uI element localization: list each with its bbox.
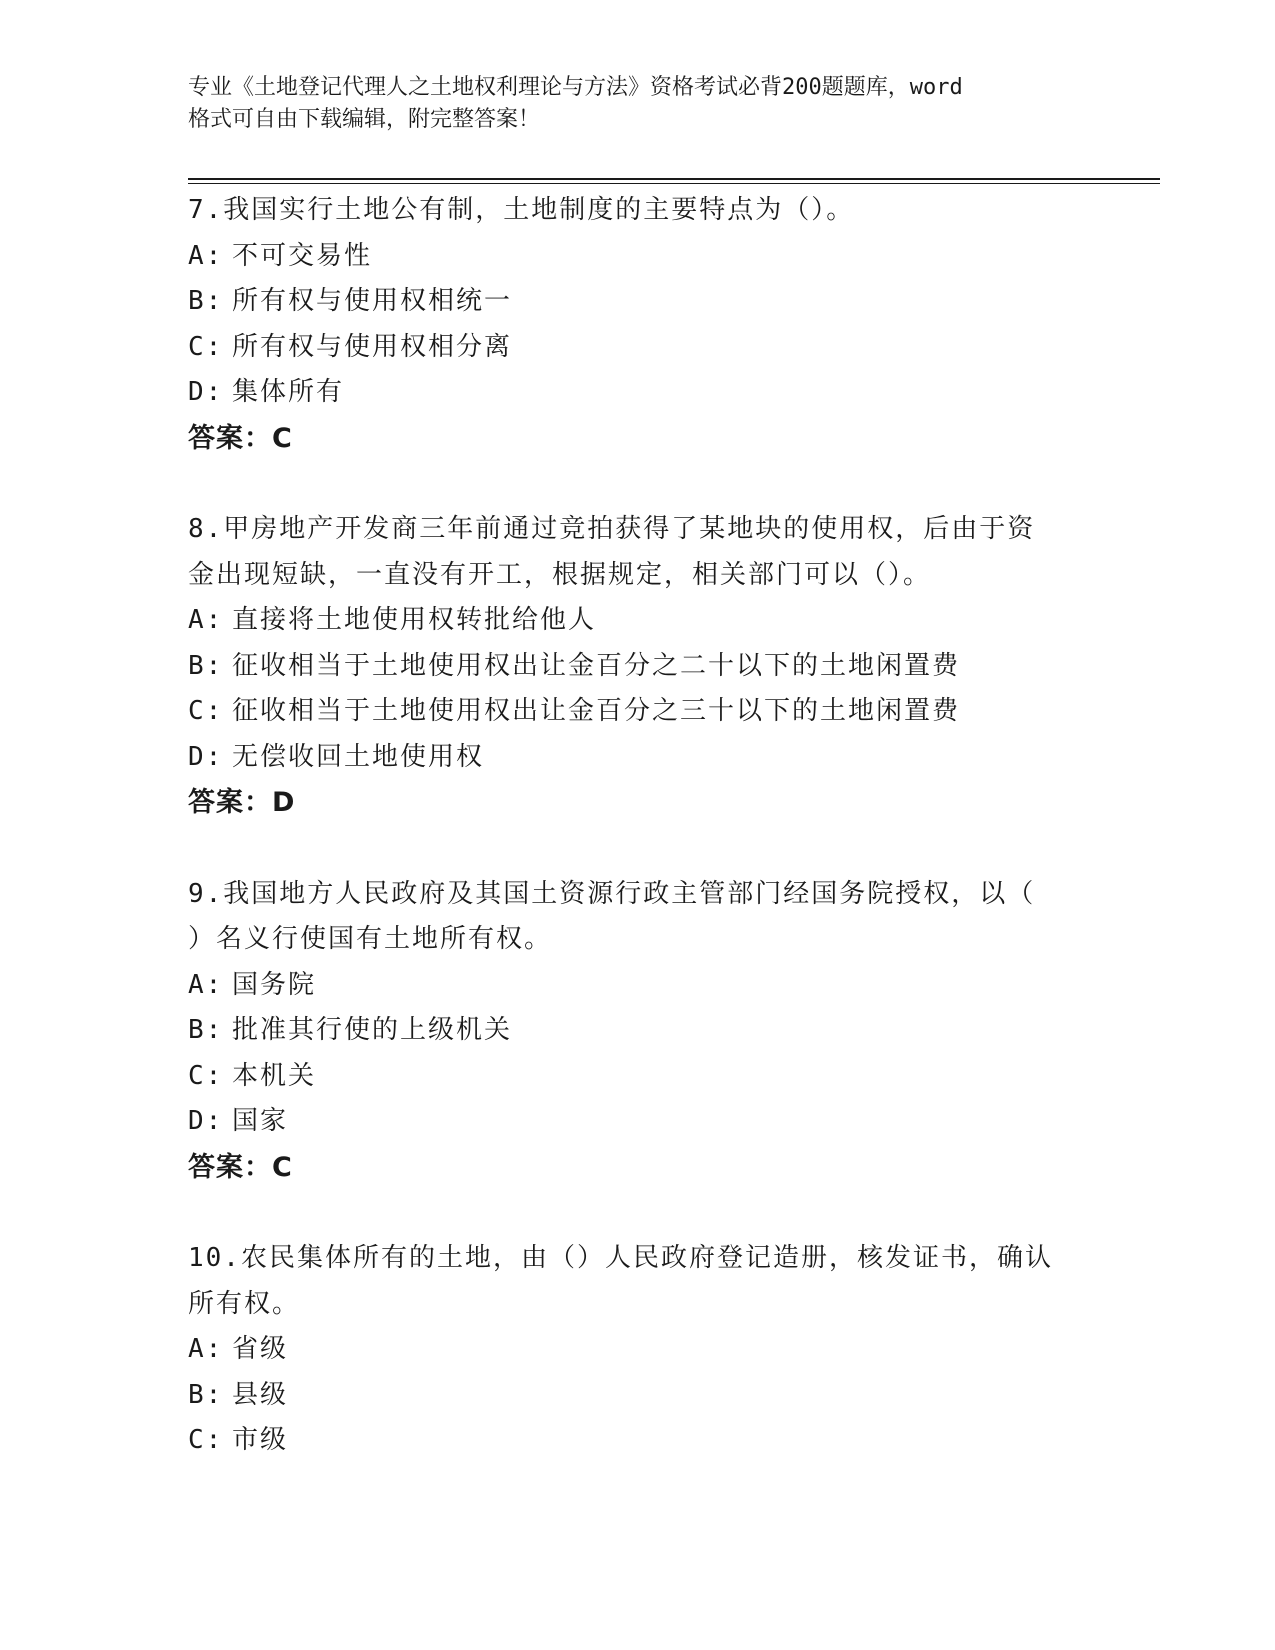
option-key: B: xyxy=(188,286,224,316)
option-text: 县级 xyxy=(232,1379,289,1410)
question-text: 所有权。 xyxy=(188,1288,301,1319)
option-text: 集体所有 xyxy=(232,377,345,407)
question-10 xyxy=(188,1236,1088,1464)
option-text: 无偿收回土地使用权 xyxy=(232,741,485,772)
option-a xyxy=(188,1327,1088,1373)
option-key: C: xyxy=(188,1425,224,1455)
option-b xyxy=(188,1373,1088,1419)
option-text: 直接将土地使用权转批给他人 xyxy=(232,605,597,635)
question-8 xyxy=(188,507,1088,826)
answer-label: 答案：C xyxy=(188,422,293,454)
option-text: 征收相当于土地使用权出让金百分之三十以下的土地闲置费 xyxy=(232,696,961,726)
question-text: ）名义行使国有土地所有权。 xyxy=(188,924,553,954)
option-key: C: xyxy=(188,331,224,362)
question-text: 8.甲房地产开发商三年前通过竞拍获得了某地块的使用权，后由于资 xyxy=(188,514,1036,544)
answer-label: 答案：C xyxy=(188,1151,293,1183)
question-9 xyxy=(188,872,1088,1191)
answer-label: 答案：D xyxy=(188,787,296,818)
option-c xyxy=(188,325,1088,371)
question-7 xyxy=(188,188,1088,461)
option-text: 市级 xyxy=(232,1425,289,1455)
option-b xyxy=(188,644,1088,690)
option-key: B: xyxy=(188,1015,224,1045)
option-text: 批准其行使的上级机关 xyxy=(232,1015,513,1045)
option-b xyxy=(188,279,1088,325)
header-line-2: 格式可自由下载编辑，附完整答案！ xyxy=(188,107,541,132)
option-c xyxy=(188,689,1088,735)
option-key: A: xyxy=(188,1334,224,1364)
option-a xyxy=(188,598,1088,644)
document-header xyxy=(188,72,1088,136)
question-text: 9.我国地方人民政府及其国土资源行政主管部门经国务院授权，以（ xyxy=(188,878,1036,909)
option-key: A: xyxy=(188,605,224,635)
header-line-1: 专业《土地登记代理人之土地权利理论与方法》资格考试必背200题题库，word xyxy=(188,75,963,100)
option-key: C: xyxy=(188,1060,224,1091)
option-key: D: xyxy=(188,377,224,407)
question-text: 金出现短缺，一直没有开工，根据规定，相关部门可以（）。 xyxy=(188,559,932,590)
option-b xyxy=(188,1008,1088,1054)
question-text: 10.农民集体所有的土地，由（）人民政府登记造册，核发证书，确认 xyxy=(188,1243,1053,1273)
option-d xyxy=(188,370,1088,416)
option-text: 所有权与使用权相分离 xyxy=(232,331,513,362)
option-c xyxy=(188,1418,1088,1464)
option-key: D: xyxy=(188,1106,224,1136)
option-key: D: xyxy=(188,741,224,772)
option-key: C: xyxy=(188,696,224,726)
option-key: B: xyxy=(188,650,224,681)
question-list xyxy=(188,188,1088,1510)
option-key: B: xyxy=(188,1379,224,1410)
option-text: 国家 xyxy=(232,1106,289,1136)
option-text: 省级 xyxy=(232,1334,289,1364)
option-text: 所有权与使用权相统一 xyxy=(232,286,513,316)
option-c xyxy=(188,1054,1088,1100)
option-key: A: xyxy=(188,240,224,271)
option-a xyxy=(188,234,1088,280)
header-divider-thin xyxy=(188,183,1160,184)
option-key: A: xyxy=(188,969,224,1000)
header-divider-thick xyxy=(188,178,1160,180)
option-d xyxy=(188,735,1088,781)
option-text: 不可交易性 xyxy=(232,240,373,271)
option-a xyxy=(188,963,1088,1009)
option-d xyxy=(188,1099,1088,1145)
question-text: 7.我国实行土地公有制，土地制度的主要特点为（）。 xyxy=(188,195,855,225)
option-text: 国务院 xyxy=(232,969,317,1000)
option-text: 征收相当于土地使用权出让金百分之二十以下的土地闲置费 xyxy=(232,650,961,681)
option-text: 本机关 xyxy=(232,1060,317,1091)
